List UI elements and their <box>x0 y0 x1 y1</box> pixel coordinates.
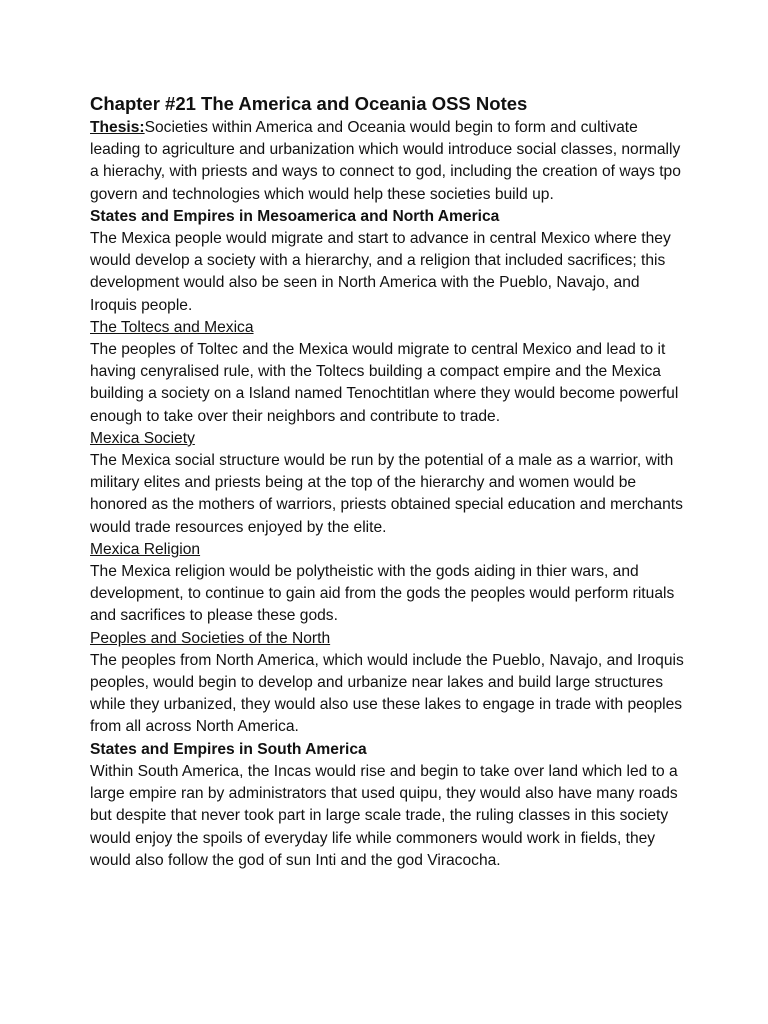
subheading-toltecs-mexica: The Toltecs and Mexica <box>90 318 254 336</box>
document-page <box>90 92 690 872</box>
subheading-mexica-society: Mexica Society <box>90 429 195 447</box>
section-text-toltecs-mexica: The peoples of Toltec and the Mexica would migrate to central Mexico and lead to it having cenyralised rule, with the Toltecs building a compact empire and the Mexica building a society on a Island named Tenochtitlan where they would become powerful enough to take over their neighbors and contribute to trade. <box>90 341 679 425</box>
document-title: Chapter #21 The America and Oceania OSS Notes <box>90 93 528 114</box>
section-heading-mesoamerica: States and Empires in Mesoamerica and North America <box>90 207 500 225</box>
thesis-text: Societies within America and Oceania would begin to form and cultivate leading to agriculture and urbanization which would introduce social classes, normally a hierachy, with priests and ways to connect to god, including the creation of ways tpo govern and technologies which would help these societies build up. <box>90 119 681 203</box>
subheading-north-peoples: Peoples and Societies of the North <box>90 629 331 647</box>
section-heading-south-america: States and Empires in South America <box>90 740 367 758</box>
section-text-north-peoples: The peoples from North America, which would include the Pueblo, Navajo, and Iroquis peoples, would begin to develop and urbanize near lakes and build large structures while they urbanized, they would also use these lakes to engage in trade with peoples from all across North America. <box>90 651 684 736</box>
section-text-mexica-religion: The Mexica religion would be polytheistic with the gods aiding in thier wars, and development, to continue to gain aid from the gods the peoples would perform rituals and sacrifices to please these gods. <box>90 563 675 625</box>
section-text-mexica-society: The Mexica social structure would be run by the potential of a male as a warrior, with military elites and priests being at the top of the hierarchy and women would be honored as the mothers of warriors, priests obtained special education and merchants would trade resources enjoyed by the elite. <box>90 452 683 536</box>
thesis-paragraph <box>90 117 690 206</box>
thesis-label: Thesis: <box>90 119 145 136</box>
section-text-south-america: Within South America, the Incas would rise and begin to take over land which led to a large empire ran by administrators that used quipu, they would also have many roads but despite that never took part in large scale trade, the ruling classes in this society would enjoy the spoils of everyday life while commoners would work in fields, they would also follow the god of sun Inti and the god Viracocha. <box>90 762 678 869</box>
subheading-mexica-religion: Mexica Religion <box>90 540 201 558</box>
section-text-mesoamerica: The Mexica people would migrate and start to advance in central Mexico where they would develop a society with a hierarchy, and a religion that included sacrifices; this development would also be seen in North America with the Pueblo, Navajo, and Iroquis people. <box>90 230 671 314</box>
